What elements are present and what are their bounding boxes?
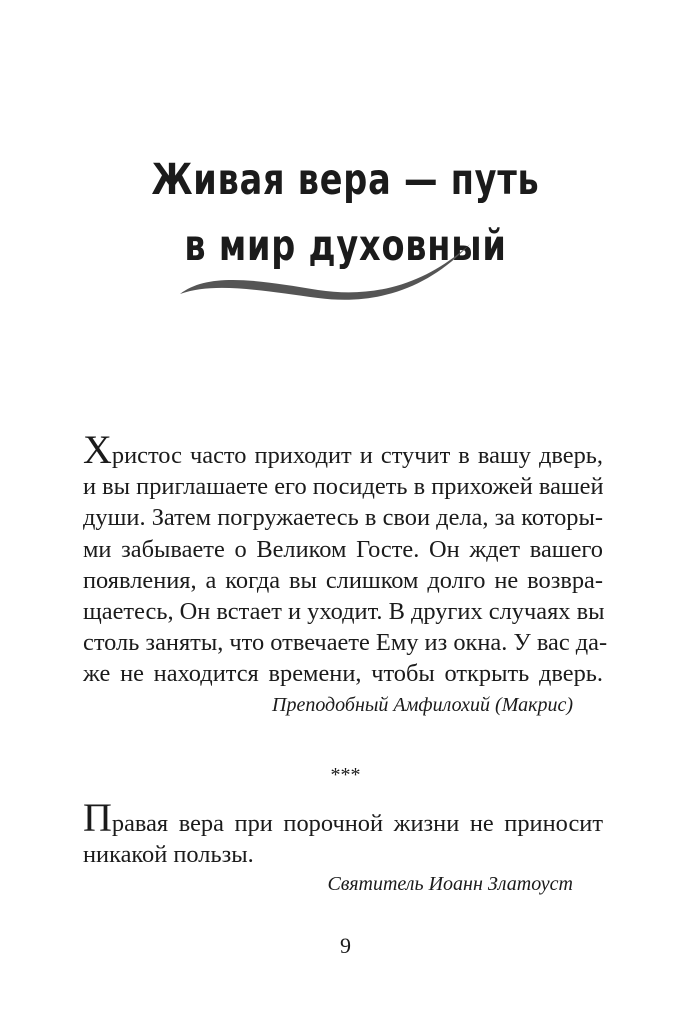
decorative-swash-icon [178,232,478,312]
drop-cap: Х [83,427,112,472]
quote-line: столь заняты, что отвечаете Ему из окна. У вас да- [83,629,608,657]
quote-line: появления, а когда вы слишком долго не возвра- [83,566,603,594]
quote-line: никакой пользы. [83,841,254,869]
quote-1 [83,427,608,690]
drop-cap: П [83,795,112,840]
quote-line: души. Затем погружаетесь в свои дела, за которы- [83,504,603,532]
chapter-title-line-2: в мир духовный [184,220,507,271]
quote-2 [83,795,603,870]
quote-2-author: Святитель Иоанн Златоуст [327,873,573,895]
quote-line: Правая вера при порочной жизни не приносит [83,795,603,840]
quote-line: Христос часто приходит и стучит в вашу дверь, [83,427,603,472]
quote-1-author: Преподобный Амфилохий (Макрис) [272,694,573,716]
quote-line: ми забываете о Великом Госте. Он ждет вашего [83,535,603,563]
section-separator: *** [330,764,361,786]
page-number: 9 [340,933,351,958]
quote-line: щаетесь, Он встает и уходит. В других случаях вы [83,598,605,626]
chapter-title-line-1: Живая вера — путь [151,154,540,205]
quote-line: и вы приглашаете его посидеть в прихожей вашей [83,473,604,501]
quote-line: же не находится времени, чтобы открыть дверь. [83,660,603,688]
